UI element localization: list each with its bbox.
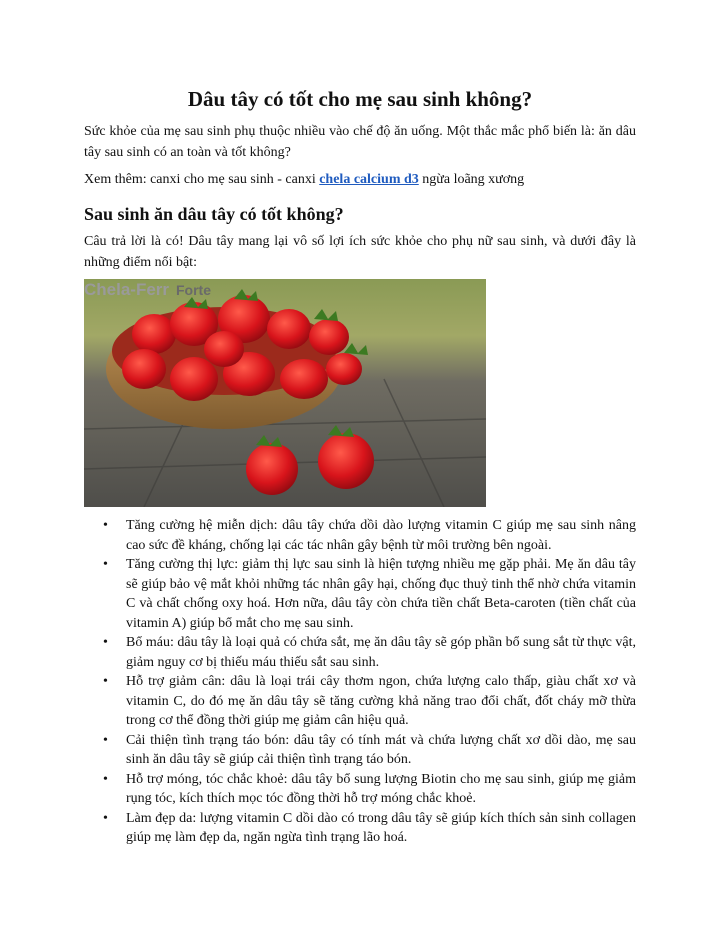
list-item-text: Tăng cường thị lực: giảm thị lực sau sinh là hiện tượng nhiều mẹ gặp phải. Mẹ ăn dâu tây sẽ giúp bảo vệ mắt khỏi những tác nhân gây hại, chống đục thuỷ tinh thể nhờ chứa vitamin C và chất chống oxy hoá. Hơn nữa, dâu tây còn chứa tiền chất Beta-caroten (tiền chất của vitamin A) giúp bổ mắt cho mẹ sau sinh. (126, 557, 636, 631)
list-item-text: Làm đẹp da: lượng vitamin C dồi dào có trong dâu tây sẽ giúp kích thích sản sinh collagen giúp mẹ làm đẹp da, ngăn ngừa tình trạng lão hoá. (126, 810, 636, 845)
section-heading: Sau sinh ăn dâu tây có tốt không? (84, 204, 344, 224)
list-item (84, 770, 636, 809)
bullet-icon: • (103, 518, 108, 533)
list-item-text: Cải thiện tình trạng táo bón: dâu tây có tính mát và chứa lượng chất xơ dồi dào, mẹ sau sinh ăn dâu tây sẽ giúp cải thiện tình trạng táo bón. (126, 732, 636, 767)
bullet-icon: • (103, 732, 108, 748)
list-item (84, 731, 636, 770)
answer-paragraph: Câu trả lời là có! Dâu tây mang lại vô số lợi ích sức khỏe cho phụ nữ sau sinh, và dưới đây là những điểm nổi bật: (84, 234, 636, 270)
bullet-icon: • (103, 674, 108, 689)
bullet-icon: • (103, 557, 108, 572)
strawberry-basket-photo (84, 279, 486, 507)
brand-watermark-sub: Forte (176, 282, 211, 298)
chela-calcium-link[interactable]: chela calcium d3 (319, 172, 419, 187)
bullet-icon: • (103, 810, 108, 826)
list-item-text: Tăng cường hệ miễn dịch: dâu tây chứa dồi dào lượng vitamin C giúp mẹ sau sinh nâng cao sức đề kháng, chống lại các tác nhân gây bệnh từ môi trường bên ngoài. (126, 518, 636, 553)
see-also-suffix: ngừa loãng xương (418, 172, 525, 187)
brand-watermark: Chela-Ferr (84, 280, 170, 299)
bullet-icon: • (103, 635, 108, 650)
intro-paragraph: Sức khỏe của mẹ sau sinh phụ thuộc nhiều vào chế độ ăn uống. Một thắc mắc phổ biến là: ăn dâu tây sau sinh có an toàn và tốt không? (84, 124, 636, 160)
list-item (84, 633, 636, 672)
page-title: Dâu tây có tốt cho mẹ sau sinh không? (187, 87, 533, 111)
see-also-prefix: Xem thêm: canxi cho mẹ sau sinh - canxi (84, 172, 320, 187)
benefits-list (84, 516, 636, 848)
bullet-icon: • (103, 771, 108, 787)
list-item (84, 555, 636, 633)
list-item (84, 672, 636, 731)
list-item-text: Hỗ trợ giảm cân: dâu là loại trái cây thơm ngon, chứa lượng calo thấp, giàu chất xơ và vitamin C, do đó mẹ ăn dâu tây sẽ tăng cường khả năng trao đổi chất, đốt cháy mỡ thừa trong cơ thể đồng thời giúp mẹ giảm cân hiệu quả. (126, 674, 636, 728)
list-item-text: Hỗ trợ móng, tóc chắc khoẻ: dâu tây bổ sung lượng Biotin cho mẹ sau sinh, giúp mẹ giảm rụng tóc, kích thích mọc tóc đồng thời hỗ trợ móng chắc khoẻ. (126, 771, 636, 806)
list-item (84, 809, 636, 848)
list-item (84, 516, 636, 555)
list-item-text: Bổ máu: dâu tây là loại quả có chứa sắt, mẹ ăn dâu tây sẽ góp phần bổ sung sắt từ thực vật, giảm nguy cơ bị thiếu máu thiếu sắt sau sinh. (126, 635, 636, 670)
see-also-line (84, 169, 636, 190)
